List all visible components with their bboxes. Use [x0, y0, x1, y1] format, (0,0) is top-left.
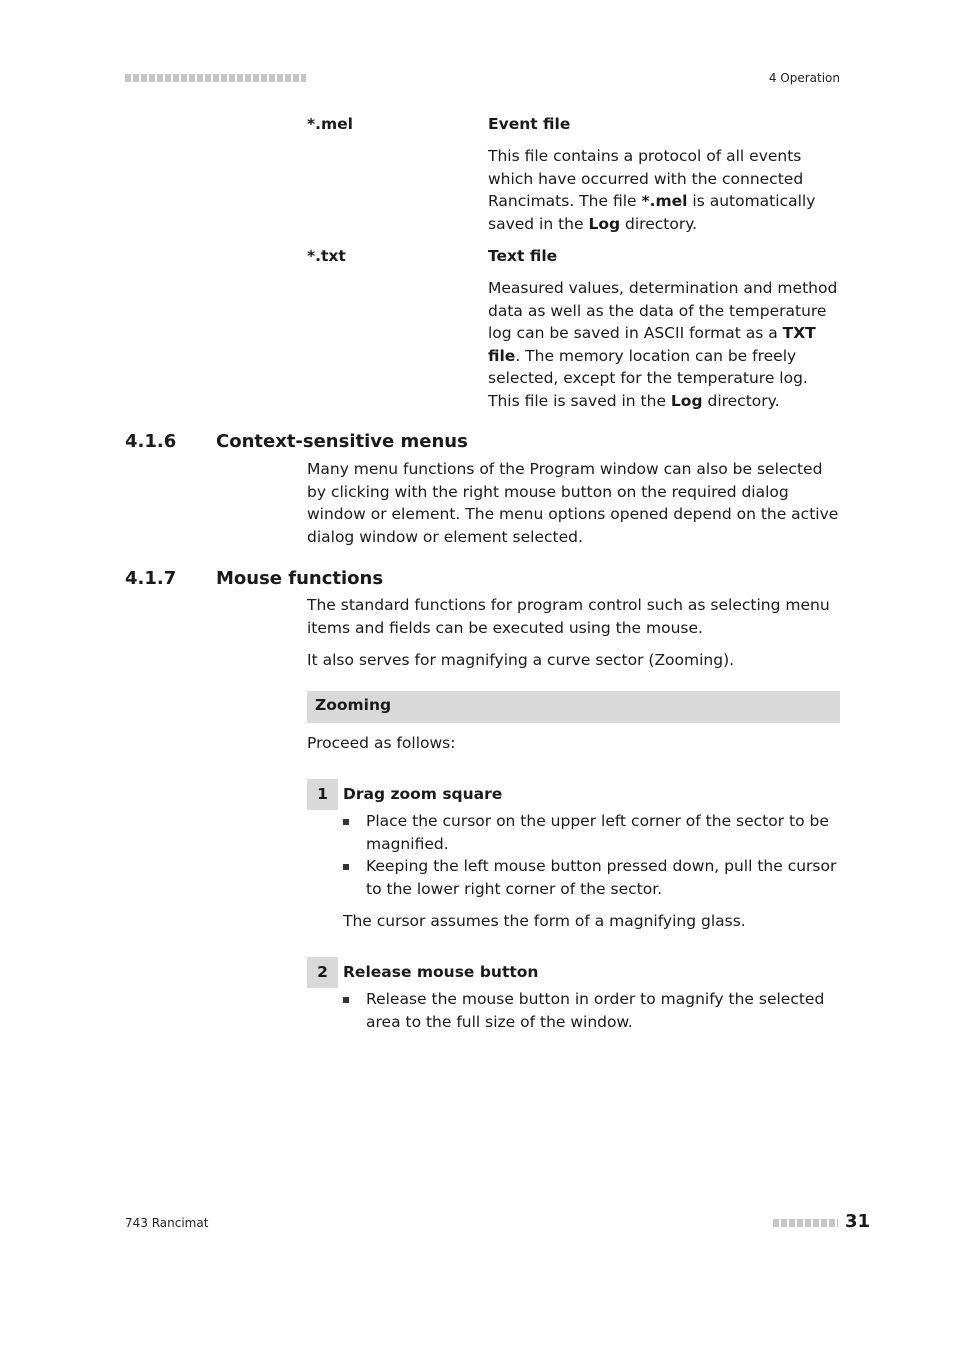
step-1-number: 1: [307, 779, 338, 810]
file-ext-txt: *.txt: [307, 247, 346, 265]
step-1-title: Drag zoom square: [343, 785, 503, 803]
file-ext-mel: *.mel: [307, 115, 353, 133]
zooming-heading-bar: [307, 691, 840, 723]
header-dot-rule: [125, 74, 306, 82]
step-1-note: The cursor assumes the form of a magnifying glass.: [343, 912, 746, 930]
step-2-number: 2: [307, 957, 338, 988]
section-title-416: Context-sensitive menus: [216, 431, 468, 452]
section-number-416: 4.1.6: [125, 431, 177, 452]
file-title-txt: Text file: [488, 247, 558, 265]
footer-product: 743 Rancimat: [125, 1216, 209, 1230]
footer-dot-rule: [773, 1219, 838, 1227]
bullet-marker: [343, 819, 349, 825]
file-desc-txt: Measured values, determination and method data as well as the data of the temperature log can be saved in ASCII format as a TXT file. The memory location can be freely selected, except for the temperature log. This file is saved in the Log directory.: [488, 279, 838, 410]
file-title-mel: Event file: [488, 115, 571, 133]
step-1-bullet-2: Keeping the left mouse button pressed down, pull the cursor to the lower right corner of the sector.: [366, 857, 837, 898]
bullet-marker: [343, 864, 349, 870]
proceed-text: Proceed as follows:: [307, 734, 456, 752]
step-2-bullet-1: Release the mouse button in order to magnify the selected area to the full size of the window.: [366, 990, 825, 1031]
section-number-417: 4.1.7: [125, 568, 177, 589]
section-title-417: Mouse functions: [216, 568, 384, 589]
bullet-marker: [343, 997, 349, 1003]
zooming-heading: Zooming: [315, 696, 392, 714]
step-2-title: Release mouse button: [343, 963, 539, 981]
step-1-bullet-1: Place the cursor on the upper left corner of the sector to be magnified.: [366, 812, 829, 853]
section-417-text2: It also serves for magnifying a curve sector (Zooming).: [307, 651, 735, 669]
section-417-text1: The standard functions for program control such as selecting menu items and fields can be executed using the mouse.: [307, 596, 830, 637]
header-section-label: 4 Operation: [768, 71, 840, 85]
file-desc-mel: This file contains a protocol of all events which have occurred with the connected Rancimats. The file *.mel is automatically saved in the Log directory.: [488, 147, 816, 233]
section-416-text: Many menu functions of the Program window can also be selected by clicking with the right mouse button on the required dialog window or element. The menu options opened depend on the active dialog window or element selected.: [307, 460, 839, 546]
page-number: 31: [845, 1211, 871, 1232]
